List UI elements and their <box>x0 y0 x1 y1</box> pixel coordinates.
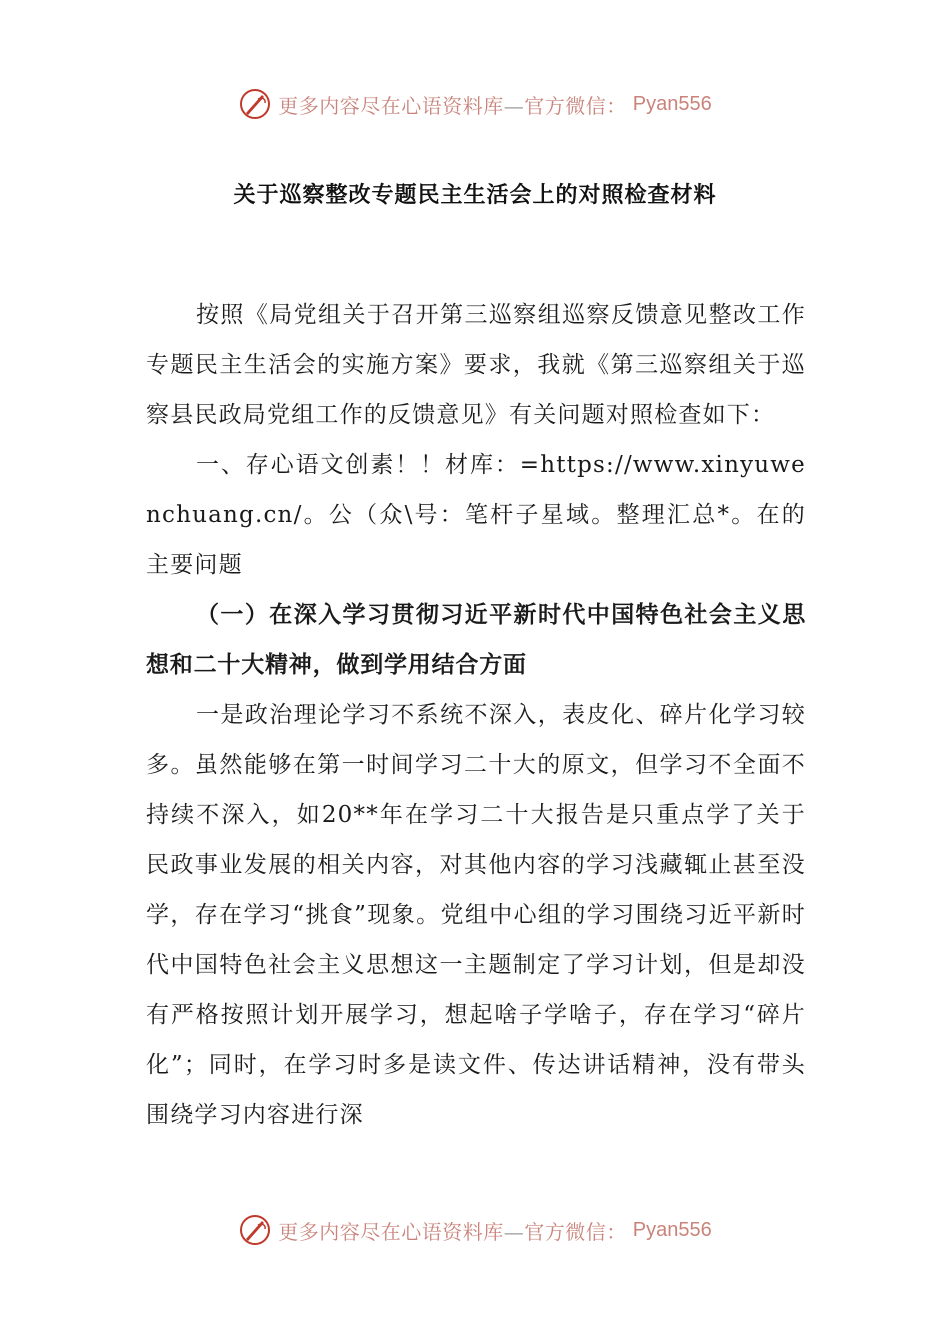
document-title: 关于巡察整改专题民主生活会上的对照检查材料 <box>233 183 717 208</box>
paragraph-section-one: 一、存心语文创素！！材库：=https://www.xinyuwenchuang.cn/。公（众\号：笔杆子星域。整理汇总*。在的主要问题 <box>146 452 806 578</box>
quill-logo-icon <box>238 1213 272 1247</box>
watermark-account: Pyan556 <box>632 92 712 115</box>
document-body <box>146 290 806 1140</box>
watermark-text: 更多内容尽在心语资料库—官方微信： <box>278 1219 627 1244</box>
quill-logo-icon <box>238 87 272 121</box>
watermark-account: Pyan556 <box>632 1218 712 1241</box>
subheading-one: （一）在深入学习贯彻习近平新时代中国特色社会主义思想和二十大精神，做到学用结合方面 <box>146 602 806 678</box>
watermark-text: 更多内容尽在心语资料库—官方微信： <box>278 93 627 118</box>
paragraph-intro: 按照《局党组关于召开第三巡察组巡察反馈意见整改工作专题民主生活会的实施方案》要求，我就《第三巡察组关于巡察县民政局党组工作的反馈意见》有关问题对照检查如下： <box>146 302 806 428</box>
header-watermark <box>0 84 950 124</box>
footer-watermark <box>0 1210 950 1250</box>
paragraph-point-one: 一是政治理论学习不系统不深入，表皮化、碎片化学习较多。虽然能够在第一时间学习二十大的原文，但学习不全面不持续不深入，如20**年在学习二十大报告是只重点学了关于民政事业发展的相关内容，对其他内容的学习浅藏辄止甚至没学，存在学习“挑食”现象。党组中心组的学习围绕习近平新时代中国特色社会主义思想这一主题制定了学习计划，但是却没有严格按照计划开展学习，想起啥子学啥子，存在学习“碎片化”；同时，在学习时多是读文件、传达讲话精神，没有带头围绕学习内容进行深 <box>146 702 806 1128</box>
